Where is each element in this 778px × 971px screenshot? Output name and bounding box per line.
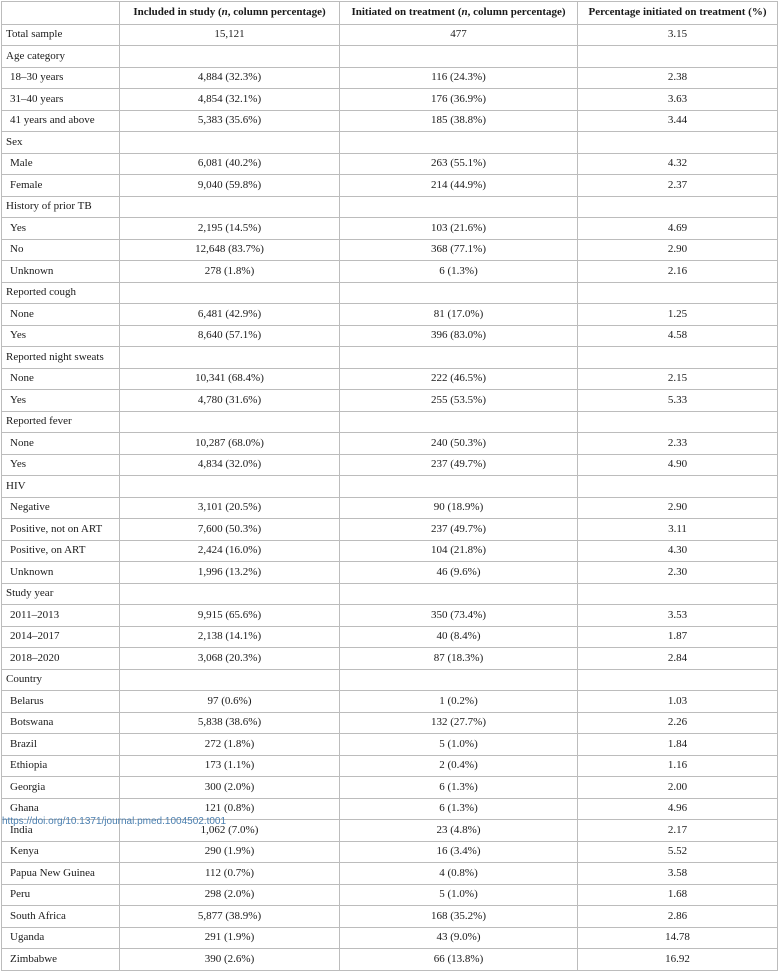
included-cell [120,282,340,304]
table-row [2,949,778,971]
row-label: South Africa [2,906,120,928]
included-cell: 6,081 (40.2%) [120,153,340,175]
percentage-cell: 5.33 [578,390,778,412]
percentage-cell: 3.58 [578,863,778,885]
doi-link[interactable]: https://doi.org/10.1371/journal.pmed.1004502.t001 [2,816,227,827]
table-row [2,261,778,283]
percentage-cell: 3.15 [578,24,778,46]
table-row [2,691,778,713]
section-label: Age category [2,46,120,68]
row-label: Yes [2,454,120,476]
percentage-cell: 1.87 [578,626,778,648]
header-row [2,2,778,25]
table-row [2,755,778,777]
included-cell [120,46,340,68]
included-cell: 1,996 (13.2%) [120,562,340,584]
included-cell: 10,341 (68.4%) [120,368,340,390]
row-label: Female [2,175,120,197]
percentage-cell: 1.68 [578,884,778,906]
percentage-cell: 3.11 [578,519,778,541]
included-cell [120,132,340,154]
initiated-cell: 23 (4.8%) [340,820,578,842]
included-cell: 15,121 [120,24,340,46]
section-label: Reported night sweats [2,347,120,369]
percentage-cell [578,583,778,605]
initiated-cell: 176 (36.9%) [340,89,578,111]
initiated-cell: 16 (3.4%) [340,841,578,863]
header-included-post: , column percentage) [227,6,326,19]
row-label: Zimbabwe [2,949,120,971]
included-cell: 5,838 (38.6%) [120,712,340,734]
table-row [2,390,778,412]
section-label: Reported fever [2,411,120,433]
row-label: Brazil [2,734,120,756]
included-cell [120,347,340,369]
percentage-cell: 3.44 [578,110,778,132]
table-row [2,540,778,562]
table-row [2,927,778,949]
percentage-cell: 2.86 [578,906,778,928]
percentage-cell [578,669,778,691]
header-initiated-n: n [461,6,468,19]
table-row [2,218,778,240]
table-row [2,454,778,476]
included-cell: 10,287 (68.0%) [120,433,340,455]
row-label: Positive, not on ART [2,519,120,541]
initiated-cell: 4 (0.8%) [340,863,578,885]
section-row [2,46,778,68]
row-label: Ethiopia [2,755,120,777]
included-cell [120,411,340,433]
initiated-cell: 237 (49.7%) [340,454,578,476]
row-label: Kenya [2,841,120,863]
initiated-cell: 350 (73.4%) [340,605,578,627]
percentage-cell: 2.37 [578,175,778,197]
percentage-cell: 1.25 [578,304,778,326]
header-percentage: Percentage initiated on treatment (%) [578,2,778,25]
row-label: 41 years and above [2,110,120,132]
initiated-cell: 103 (21.6%) [340,218,578,240]
initiated-cell [340,282,578,304]
percentage-cell: 5.52 [578,841,778,863]
initiated-cell: 255 (53.5%) [340,390,578,412]
percentage-cell: 1.03 [578,691,778,713]
initiated-cell: 81 (17.0%) [340,304,578,326]
row-label: Unknown [2,562,120,584]
included-cell: 3,101 (20.5%) [120,497,340,519]
row-label: None [2,368,120,390]
row-label: 2018–2020 [2,648,120,670]
table-row [2,368,778,390]
percentage-cell [578,132,778,154]
initiated-cell: 87 (18.3%) [340,648,578,670]
table-row [2,153,778,175]
initiated-cell: 168 (35.2%) [340,906,578,928]
percentage-cell: 1.84 [578,734,778,756]
initiated-cell [340,46,578,68]
included-cell: 121 (0.8%) [120,798,340,820]
row-label: Peru [2,884,120,906]
percentage-cell: 2.16 [578,261,778,283]
included-cell: 7,600 (50.3%) [120,519,340,541]
section-label: History of prior TB [2,196,120,218]
initiated-cell: 396 (83.0%) [340,325,578,347]
initiated-cell: 6 (1.3%) [340,261,578,283]
section-row [2,347,778,369]
initiated-cell: 6 (1.3%) [340,798,578,820]
row-label: Georgia [2,777,120,799]
percentage-cell: 16.92 [578,949,778,971]
initiated-cell: 237 (49.7%) [340,519,578,541]
initiated-cell: 185 (38.8%) [340,110,578,132]
table-row [2,605,778,627]
included-cell: 291 (1.9%) [120,927,340,949]
row-label: Yes [2,218,120,240]
row-label: Ghana [2,798,120,820]
included-cell: 6,481 (42.9%) [120,304,340,326]
table-row [2,89,778,111]
row-label: 31–40 years [2,89,120,111]
included-cell: 2,195 (14.5%) [120,218,340,240]
row-label: 18–30 years [2,67,120,89]
section-row [2,583,778,605]
row-label: Negative [2,497,120,519]
initiated-cell: 263 (55.1%) [340,153,578,175]
initiated-cell: 90 (18.9%) [340,497,578,519]
section-row [2,282,778,304]
section-label: Country [2,669,120,691]
table-row [2,304,778,326]
percentage-cell: 4.69 [578,218,778,240]
row-label: Total sample [2,24,120,46]
percentage-cell: 2.00 [578,777,778,799]
percentage-cell [578,46,778,68]
percentage-cell [578,196,778,218]
row-label: Yes [2,325,120,347]
header-included-pre: Included in study ( [133,6,222,19]
included-cell: 97 (0.6%) [120,691,340,713]
percentage-cell: 2.30 [578,562,778,584]
included-cell: 290 (1.9%) [120,841,340,863]
initiated-cell [340,347,578,369]
table-header [2,2,778,25]
initiated-cell: 5 (1.0%) [340,884,578,906]
section-row [2,669,778,691]
percentage-cell: 2.15 [578,368,778,390]
table-row [2,626,778,648]
percentage-cell: 3.63 [578,89,778,111]
percentage-cell: 4.30 [578,540,778,562]
included-cell: 9,915 (65.6%) [120,605,340,627]
table-row [2,239,778,261]
table-row [2,562,778,584]
percentage-cell: 2.26 [578,712,778,734]
row-label: Botswana [2,712,120,734]
row-label: No [2,239,120,261]
section-row [2,476,778,498]
table-row [2,519,778,541]
initiated-cell: 66 (13.8%) [340,949,578,971]
percentage-cell: 2.33 [578,433,778,455]
table-body [2,24,778,970]
percentage-cell: 2.17 [578,820,778,842]
percentage-cell: 2.90 [578,239,778,261]
row-label: Unknown [2,261,120,283]
included-cell: 112 (0.7%) [120,863,340,885]
row-label: Male [2,153,120,175]
initiated-cell: 43 (9.0%) [340,927,578,949]
header-blank [2,2,120,25]
percentage-cell: 4.58 [578,325,778,347]
included-cell: 173 (1.1%) [120,755,340,777]
percentage-cell: 1.16 [578,755,778,777]
header-initiated-pre: Initiated on treatment ( [351,6,462,19]
header-included [120,2,340,25]
table-row [2,175,778,197]
included-cell [120,476,340,498]
percentage-cell: 14.78 [578,927,778,949]
initiated-cell: 214 (44.9%) [340,175,578,197]
table-row [2,863,778,885]
initiated-cell: 6 (1.3%) [340,777,578,799]
included-cell: 1,062 (7.0%) [120,820,340,842]
header-included-n: n [221,6,228,19]
row-label: None [2,433,120,455]
initiated-cell: 1 (0.2%) [340,691,578,713]
row-label: Positive, on ART [2,540,120,562]
included-cell: 2,424 (16.0%) [120,540,340,562]
included-cell: 5,383 (35.6%) [120,110,340,132]
percentage-cell [578,476,778,498]
row-label: None [2,304,120,326]
row-label: 2014–2017 [2,626,120,648]
included-cell: 5,877 (38.9%) [120,906,340,928]
percentage-cell: 3.53 [578,605,778,627]
initiated-cell [340,583,578,605]
section-row [2,196,778,218]
included-cell: 3,068 (20.3%) [120,648,340,670]
section-label: Reported cough [2,282,120,304]
section-label: Sex [2,132,120,154]
initiated-cell: 477 [340,24,578,46]
included-cell: 300 (2.0%) [120,777,340,799]
percentage-cell: 2.90 [578,497,778,519]
section-label: Study year [2,583,120,605]
table-row [2,841,778,863]
table-row [2,497,778,519]
table-row [2,777,778,799]
row-label: India [2,820,120,842]
table-row [2,67,778,89]
table-row [2,884,778,906]
initiated-cell: 116 (24.3%) [340,67,578,89]
included-cell: 4,834 (32.0%) [120,454,340,476]
included-cell: 390 (2.6%) [120,949,340,971]
section-row [2,132,778,154]
included-cell: 4,854 (32.1%) [120,89,340,111]
included-cell: 8,640 (57.1%) [120,325,340,347]
included-cell [120,583,340,605]
included-cell [120,669,340,691]
initiated-cell: 132 (27.7%) [340,712,578,734]
percentage-cell [578,347,778,369]
initiated-cell [340,132,578,154]
table-row [2,433,778,455]
table-row [2,110,778,132]
included-cell: 272 (1.8%) [120,734,340,756]
row-label: Uganda [2,927,120,949]
initiated-cell: 240 (50.3%) [340,433,578,455]
row-label: Papua New Guinea [2,863,120,885]
initiated-cell: 104 (21.8%) [340,540,578,562]
included-cell: 298 (2.0%) [120,884,340,906]
included-cell: 9,040 (59.8%) [120,175,340,197]
table-row [2,325,778,347]
included-cell: 12,648 (83.7%) [120,239,340,261]
included-cell: 278 (1.8%) [120,261,340,283]
percentage-cell [578,411,778,433]
initiated-cell [340,669,578,691]
initiated-cell: 222 (46.5%) [340,368,578,390]
row-label: 2011–2013 [2,605,120,627]
table-row [2,648,778,670]
percentage-cell: 2.84 [578,648,778,670]
included-cell: 2,138 (14.1%) [120,626,340,648]
initiated-cell: 2 (0.4%) [340,755,578,777]
initiated-cell [340,196,578,218]
initiated-cell: 368 (77.1%) [340,239,578,261]
header-initiated-post: , column percentage) [467,6,566,19]
row-label: Belarus [2,691,120,713]
table-row [2,712,778,734]
row-label: Yes [2,390,120,412]
included-cell: 4,780 (31.6%) [120,390,340,412]
table-row [2,24,778,46]
section-label: HIV [2,476,120,498]
section-row [2,411,778,433]
percentage-cell: 2.38 [578,67,778,89]
initiated-cell [340,411,578,433]
percentage-cell: 4.32 [578,153,778,175]
table-row [2,906,778,928]
included-cell: 4,884 (32.3%) [120,67,340,89]
included-cell [120,196,340,218]
percentage-cell: 4.90 [578,454,778,476]
header-initiated [340,2,578,25]
percentage-cell: 4.96 [578,798,778,820]
initiated-cell [340,476,578,498]
percentage-cell [578,282,778,304]
table-row [2,734,778,756]
initiated-cell: 46 (9.6%) [340,562,578,584]
initiated-cell: 5 (1.0%) [340,734,578,756]
initiated-cell: 40 (8.4%) [340,626,578,648]
